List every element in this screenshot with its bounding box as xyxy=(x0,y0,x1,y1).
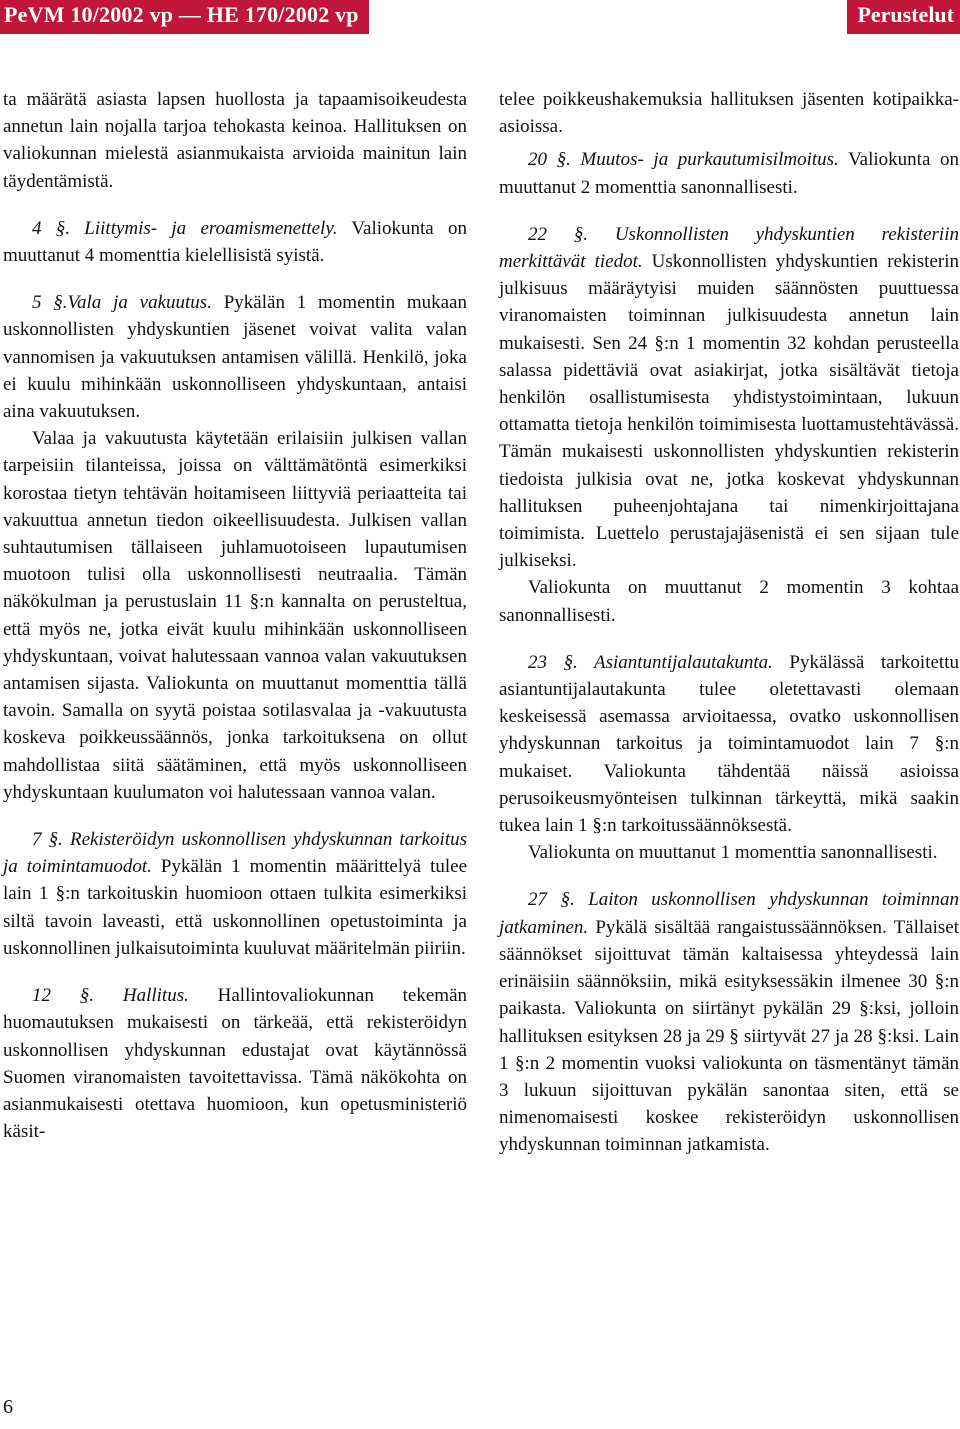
section-4 xyxy=(3,215,467,269)
page-number: 6 xyxy=(3,1396,13,1418)
section-heading: 20 §. Muutos- ja purkautumisilmoitus. xyxy=(528,149,839,171)
section-heading: 7 §. Rekisteröidyn uskonnollisen yhdyskunnan tarkoitus ja toimintamuodot. xyxy=(3,829,467,878)
section-heading: 27 §. Laiton uskonnollisen yhdyskunnan toiminnan jatkaminen. xyxy=(499,889,959,938)
section-27 xyxy=(499,886,959,1158)
paragraph: telee poikkeushakemuksia hallituksen jäsenten kotipaikka-asioissa. xyxy=(499,89,959,138)
section-heading: 4 §. Liittymis- ja eroamismenettely. xyxy=(32,217,338,239)
right-column xyxy=(499,86,959,1159)
paragraph: Valaa ja vakuutusta käytetään erilaisiin julkisen vallan tarpeisiin tilanteissa, joissa on välttämätöntä esimerkiksi korostaa tietyn tehtävän hoitamiseen liittyviä periaatteita tai vakuuttua annetun tiedon oikeellisuudesta. Julkisen vallan suhtautumisen tällaiseen juhlamuotoiseen lupautumisen muotoon tulisi olla uskonnollisesti neutraalia. Tämän näkökulman ja perustuslain 11 §:n kannalta on perusteltua, että myös ne, jotka eivät kuulu mihinkään uskonnolliseen yhdyskuntaan, voivat halutessaan vannoa valan vakuutuksen antamisen sijasta. Valiokunta on muuttanut momenttia tällä tavoin. Samalla on syytä poistaa sotilasvalaa ja -vakuutusta koskeva poikkeussäännös, jonka tarkoituksena on ollut mahdollistaa siitä säätäminen, että myös uskonnolliseen yhdyskuntaan kuulumaton voi halutessaan vannoa valan. xyxy=(3,428,467,803)
section-text: Uskonnollisten yhdyskuntien rekisterin julkisuus määräytyisi muiden säännösten puuttuessa viranomaisten toiminnan julkisuudesta annetun lain mukaisesti. Sen 24 §:n 1 momentin 32 kohdan perusteella salassa pidettäviä ovat asiakirjat, jotka sisältävät tietoja henkilön osallistumisesta yhdistystoimintaan, lukuun ottamatta tietoja henkilön toimimisesta luottamustehtävässä. Tämän mukaisesti uskonnollisten yhdyskuntien rekisterin tiedoista julkisia ovat ne, jotka koskevat yhdyskunnan hallituksen puheenjohtajana tai nimenkirjoittajana toimimista. Luettelo perustajajäsenistä ei sen sijaan tule julkiseksi. xyxy=(499,251,959,572)
paragraph: Valiokunta on muuttanut 2 momentin 3 kohtaa sanonnallisesti. xyxy=(499,577,959,626)
paragraph: Valiokunta on muuttanut 1 momenttia sanonnallisesti. xyxy=(528,842,938,864)
section-text: Valiokunta on muuttanut 2 momenttia sanonnallisesti. xyxy=(499,149,959,198)
section-text: Pykälässä tarkoitettu asiantuntijalautakunta tulee oletettavasti olemaan keskeisessä asemassa arvioitaessa, ovatko uskonnollisen yhdyskunnan tarkoitus ja toimintamuodot lain 7 §:n mukaiset. Valiokunta tähdentää näissä asioissa perusoikeusmyönteisen tulkinnan tärkeyttä, mikä saakin tukea lain 1 §:n tarkoitussäännöksestä. xyxy=(499,651,959,837)
section-heading: 22 §. Uskonnollisten yhdyskuntien rekisteriin merkittävät tiedot. xyxy=(499,223,959,273)
section-heading: 12 §. Hallitus. xyxy=(32,985,189,1007)
section-23 xyxy=(499,649,959,839)
section-heading: 5 §.Vala ja vakuutus. xyxy=(32,292,212,314)
section-text: Pykälä sisältää rangaistussäännöksen. Tällaiset säännökset sijoittuvat tämän kaltaisessa yhteydessä lain erinäisiin säännöksiin, mikä esityksessäkin ilmenee 30 §:n paikasta. Valiokunta on siirtänyt pykälän 29 §:ksi, jolloin hallituksen esityksen 28 ja 29 § siirtyvät 27 ja 28 §:ksi. Lain 1 §:n 2 momentin vuoksi valiokunta on täsmentänyt tämän 3 lukuun sijoittuvan pykälän sanontaa siten, että se nimenomaisesti koskee rekisteröidyn uskonnollisen yhdyskunnan toiminnan jatkamista. xyxy=(499,916,959,1156)
left-column xyxy=(3,86,467,1145)
section-text: Pykälän 1 momentin määrittelyä tulee lain 1 §:n tarkoituskin huomioon ottaen tulkita esimerkiksi siltä tavoin laveasti, että uskonnollinen opetustoiminta ja uskonnollinen julkaisutoiminta kuuluvat määritelmän piiriin. xyxy=(3,856,467,959)
section-22 xyxy=(499,221,959,575)
section-heading: 23 §. Asiantuntijalautakunta. xyxy=(528,651,773,673)
page-header xyxy=(0,0,960,38)
document-reference: PeVM 10/2002 vp — HE 170/2002 vp xyxy=(0,0,369,34)
paragraph: ta määrätä asiasta lapsen huollosta ja tapaamisoikeudesta annetun lain nojalla tarjoa tehokasta keinoa. Hallituksen on valiokunnan mielestä asianmukaista arvioida mainitun lain täydentämistä. xyxy=(3,89,467,192)
section-text: Hallintovaliokunnan tekemän huomautuksen mukaisesti on tärkeää, että rekisteröidyn uskonnollisen yhdyskunnan edustajat ovat käytännössä Suomen viranomaisten tavoitettavissa. Tämä näkökohta on asianmukaisesti otettava huomioon, kun opetusministeriö käsit- xyxy=(3,985,467,1143)
section-20 xyxy=(499,146,959,200)
section-label: Perustelut xyxy=(847,0,960,34)
section-text: Pykälän 1 momentin mukaan uskonnollisten yhdyskuntien jäsenet voivat valita valan vannomisen ja vakuutuksen antamisen välillä. Henkilö, joka ei kuulu mihinkään uskonnolliseen yhdyskuntaan, antaisi aina vakuutuksen. xyxy=(3,292,467,423)
section-5 xyxy=(3,289,467,425)
section-7 xyxy=(3,826,467,962)
section-12 xyxy=(3,982,467,1145)
section-text: Valiokunta on muuttanut 4 momenttia kielellisistä syistä. xyxy=(3,217,467,267)
